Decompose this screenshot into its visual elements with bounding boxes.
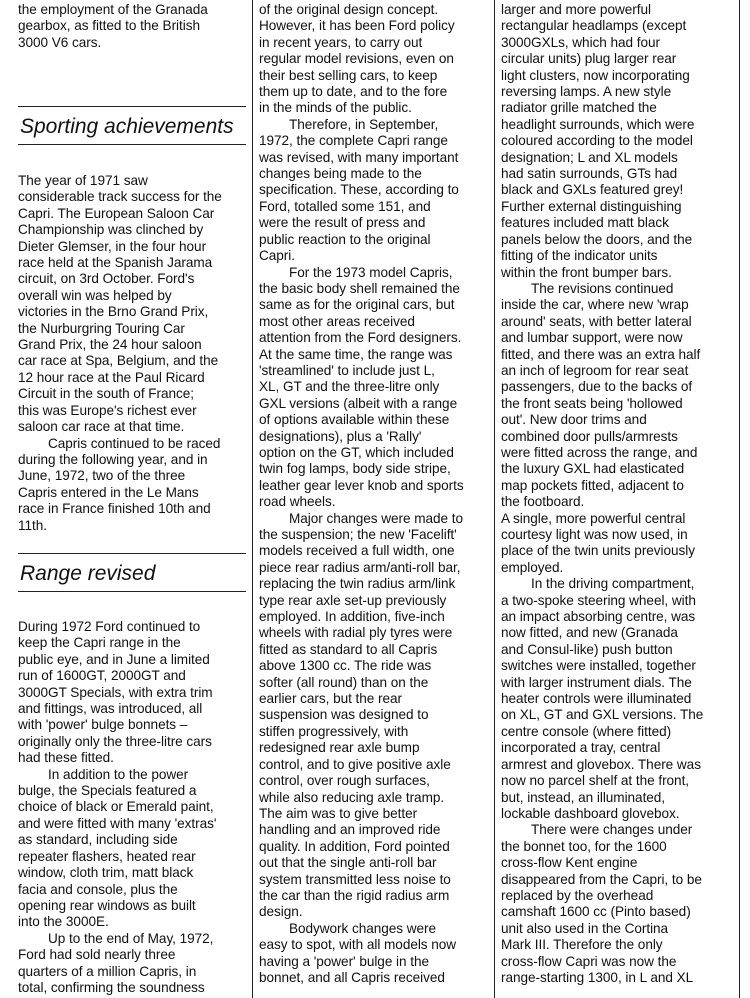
text-line: but, instead, an illuminated, xyxy=(501,789,666,805)
text-line: handling and an improved ride xyxy=(259,822,441,838)
text-line: unit also used in the Cortina xyxy=(501,920,669,936)
text-line: panels below the doors, and the xyxy=(501,231,693,247)
text-line: fitted, and there was an extra half xyxy=(501,346,701,362)
text-line: fitted as standard to all Capris xyxy=(259,641,438,657)
text-line: incorporated a tray, central xyxy=(501,740,661,756)
text-line: public reaction to the original xyxy=(259,231,431,247)
text-line: around' seats, with better lateral xyxy=(501,313,692,329)
text-line: in recent years, to carry out xyxy=(259,34,423,50)
text-line: the Nurburgring Touring Car xyxy=(18,320,185,336)
text-line: the bonnet too, for the 1600 xyxy=(501,838,667,854)
text-line: range-starting 1300, in L and XL xyxy=(501,969,694,985)
text-line: stiffen progressively, with xyxy=(259,723,409,739)
text-line: employed. In addition, five-inch xyxy=(259,609,445,625)
text-line: type rear axle set-up previously xyxy=(259,592,447,608)
text-line: armrest and glovebox. There was xyxy=(501,756,701,772)
text-line: circuit, on 3rd October. Ford's xyxy=(18,271,195,287)
text-line: disappeared from the Capri, to be xyxy=(501,871,702,887)
text-line: headlight surrounds, which were xyxy=(501,116,695,132)
text-line: larger and more powerful xyxy=(501,2,651,17)
text-line: cross-flow Kent engine xyxy=(501,855,638,871)
text-line: For the 1973 model Capris, xyxy=(289,264,453,280)
text-line: combined door pulls/armrests xyxy=(501,428,678,444)
text-line: were fitted across the range, and xyxy=(501,444,698,460)
text-line: same as for the original cars, but xyxy=(259,297,455,313)
text-line: heater controls were illuminated xyxy=(501,691,692,707)
text-line: Ford, totalled some 151, and xyxy=(259,198,431,214)
text-line: The year of 1971 saw xyxy=(18,173,148,188)
text-line: radiator grille matched the xyxy=(501,100,657,116)
text-line: facia and console, plus the xyxy=(18,881,178,897)
text-line: leather gear lever knob and sports xyxy=(259,477,464,493)
text-line: At the same time, the range was xyxy=(259,346,453,362)
text-line: above 1300 cc. The ride was xyxy=(259,658,432,674)
text-line: in the minds of the public. xyxy=(259,100,412,116)
text-line: Major changes were made to xyxy=(289,510,463,526)
text-line: the suspension; the new 'Facelift' xyxy=(259,527,457,542)
column-rule xyxy=(494,0,495,998)
text-line: road wheels. xyxy=(259,494,336,510)
text-line: During 1972 Ford continued to xyxy=(18,619,201,634)
text-line: was revised, with many important xyxy=(259,149,459,165)
text-line: fitting of the indicator units xyxy=(501,248,658,264)
text-line: an impact absorbing centre, was xyxy=(501,609,696,625)
text-line: Further external distinguishing xyxy=(501,198,682,214)
text-line: switches were installed, together xyxy=(501,658,696,674)
text-line: However, it has been Ford policy xyxy=(259,18,455,34)
text-line: the car than the rigid radius arm xyxy=(259,887,450,903)
text-line: and were fitted with many 'extras' xyxy=(18,815,217,831)
text-line: redesigned rear axle bump xyxy=(259,740,420,756)
text-line: light clusters, now incorporating xyxy=(501,67,690,83)
text-line: A single, more powerful central xyxy=(501,510,686,526)
column-rule xyxy=(252,0,253,998)
text-line: bonnet, and all Capris received xyxy=(259,969,445,985)
text-line: a two-spoke steering wheel, with xyxy=(501,592,696,608)
text-line: Dieter Glemser, in the four hour xyxy=(18,238,207,254)
text-line: considerable track success for the xyxy=(18,189,222,205)
text-line: attention from the Ford designers. xyxy=(259,330,462,346)
text-line: the luxury GXL had elasticated xyxy=(501,461,685,477)
text-line: during the following year, and in xyxy=(18,451,208,467)
text-line: twin fog lamps, body side stripe, xyxy=(259,461,451,477)
text-line: There were changes under xyxy=(531,822,693,838)
text-line: control, over rough surfaces, xyxy=(259,773,430,789)
text-line: Capris entered in the Le Mans xyxy=(18,484,199,500)
text-line: camshaft 1600 cc (Pinto based) xyxy=(501,904,691,920)
text-line: the footboard. xyxy=(501,494,585,510)
text-line: within the front bumper bars. xyxy=(501,264,672,280)
text-line: Championship was clinched by xyxy=(18,222,204,238)
text-line: 3000 V6 cars. xyxy=(18,34,102,50)
text-line: repeater flashers, heated rear xyxy=(18,848,196,864)
text-line: Bodywork changes were xyxy=(289,920,437,936)
text-line: quality. In addition, Ford pointed xyxy=(259,838,450,854)
text-line: window, cloth trim, matt black xyxy=(18,865,194,881)
text-line: saloon car race at that time. xyxy=(18,419,185,435)
text-line: replaced by the overhead xyxy=(501,887,654,903)
text-line: Ford had sold nearly three xyxy=(18,947,176,963)
text-line: gearbox, as fitted to the British xyxy=(18,18,200,34)
text-line: quarters of a million Capris, in xyxy=(18,963,197,979)
text-line: black and GXLs featured grey! xyxy=(501,182,684,198)
text-line: replacing the twin radius arm/link xyxy=(259,576,456,592)
text-line: the front seats being 'hollowed xyxy=(501,395,683,411)
text-line: of the original design concept. xyxy=(259,2,439,17)
text-line: designation; L and XL models xyxy=(501,149,678,165)
text-line: place of the twin units previously xyxy=(501,543,696,559)
text-line: In addition to the power xyxy=(48,766,189,782)
text-line: softer (all round) than on the xyxy=(259,674,429,690)
section-heading: Sporting achievements xyxy=(18,106,246,145)
text-line: inside the car, where new 'wrap xyxy=(501,297,689,313)
text-line: and Consul-like) push button xyxy=(501,641,673,657)
text-line: wheels with radial ply tyres were xyxy=(259,625,453,641)
text-line: Capri. xyxy=(259,248,295,264)
text-line: had satin surrounds, GTs had xyxy=(501,166,678,182)
text-line: keep the Capri range in the xyxy=(18,635,181,651)
text-line: The aim was to give better xyxy=(259,805,418,821)
text-line: had these fitted. xyxy=(18,750,114,766)
text-line: race held at the Spanish Jarama xyxy=(18,255,213,271)
text-line: originally only the three-litre cars xyxy=(18,733,212,749)
text-line: with 'power' bulge bonnets – xyxy=(18,717,188,733)
text-line: models received a full width, one xyxy=(259,543,455,559)
text-line: with larger instrument dials. The xyxy=(501,674,692,690)
text-line: Up to the end of May, 1972, xyxy=(48,930,214,946)
text-line: centre console (where fitted) xyxy=(501,723,672,739)
text-line: now fitted, and new (Granada xyxy=(501,625,678,641)
text-line: were the result of press and xyxy=(259,215,426,231)
text-line: piece rear radius arm/anti-roll bar, xyxy=(259,559,461,575)
text-line: and lumbar support, were now xyxy=(501,330,683,346)
text-line: and fittings, was introduced, all xyxy=(18,701,203,717)
text-line: reversing lamps. A new style xyxy=(501,84,672,100)
text-line: GXL versions (albeit with a range xyxy=(259,395,458,411)
text-line: courtesy light was now used, in xyxy=(501,527,688,542)
text-line: lockable dashboard glovebox. xyxy=(501,805,680,821)
text-line: cross-flow Capri was now the xyxy=(501,953,677,969)
text-line: into the 3000E. xyxy=(18,914,109,930)
text-line: Grand Prix, the 24 hour saloon xyxy=(18,337,202,353)
text-line: Circuit in the south of France; xyxy=(18,386,195,402)
text-line: passengers, due to the backs of xyxy=(501,379,693,395)
text-line: features included matt black xyxy=(501,215,669,231)
text-line: easy to spot, with all models now xyxy=(259,937,457,953)
text-line: 3000GXLs, which had four xyxy=(501,34,661,50)
text-line: victories in the Brno Grand Prix, xyxy=(18,304,209,320)
text-line: circular units) plug larger rear xyxy=(501,51,677,67)
text-line: The revisions continued xyxy=(531,280,674,296)
text-line: Therefore, in September, xyxy=(289,116,439,132)
text-line: having a 'power' bulge in the xyxy=(259,953,430,969)
text-line: on XL, GT and GXL versions. The xyxy=(501,707,704,723)
text-line: overall win was helped by xyxy=(18,287,172,303)
text-line: 1972, the complete Capri range xyxy=(259,133,448,149)
text-line: total, confirming the soundness xyxy=(18,979,205,995)
text-line: this was Europe's richest ever xyxy=(18,402,197,418)
text-line: an inch of legroom for rear seat xyxy=(501,362,689,378)
text-line: coloured according to the model xyxy=(501,133,693,149)
text-line: June, 1972, two of the three xyxy=(18,468,186,484)
text-line: 11th. xyxy=(18,517,47,533)
text-line: map pockets fitted, adjacent to xyxy=(501,477,684,493)
text-line: race in France finished 10th and xyxy=(18,501,211,517)
text-line: public eye, and in June a limited xyxy=(18,651,210,667)
text-line: car race at Spa, Belgium, and the xyxy=(18,353,219,369)
text-line: as standard, including side xyxy=(18,832,178,848)
text-line: out that the single anti-roll bar xyxy=(259,855,437,871)
text-line: earlier cars, but the rear xyxy=(259,691,403,707)
text-line: system transmitted less noise to xyxy=(259,871,451,887)
text-line: option on the GT, which included xyxy=(259,444,454,460)
text-line: run of 1600GT, 2000GT and xyxy=(18,668,186,684)
text-line: choice of black or Emerald paint, xyxy=(18,799,214,815)
text-line: Mark III. Therefore the only xyxy=(501,937,663,953)
text-line: specification. These, according to xyxy=(259,182,459,198)
column-rule xyxy=(739,0,740,998)
text-line: control, and to give positive axle xyxy=(259,756,451,772)
text-line: most other areas received xyxy=(259,313,415,329)
text-line: rectangular headlamps (except xyxy=(501,18,687,34)
text-line: now no parcel shelf at the front, xyxy=(501,773,690,789)
text-line: employed. xyxy=(501,559,564,575)
text-line: 12 hour race at the Paul Ricard xyxy=(18,369,205,385)
text-line: them up to date, and to the fore xyxy=(259,84,448,100)
text-line: Capris continued to be raced xyxy=(48,435,221,451)
text-line: the basic body shell remained the xyxy=(259,280,460,296)
text-line: their best selling cars, to keep xyxy=(259,67,438,83)
text-line: of options available within these xyxy=(259,412,450,428)
text-line: designations), plus a 'Rally' xyxy=(259,428,422,444)
text-line: opening rear windows as built xyxy=(18,897,196,913)
text-line: while also reducing axle tramp. xyxy=(259,789,445,805)
text-line: out'. New door trims and xyxy=(501,412,647,428)
text-line: changes being made to the xyxy=(259,166,422,182)
text-line: design. xyxy=(259,904,303,920)
text-line: 'streamlined' to include just L, xyxy=(259,362,435,378)
text-line: suspension was designed to xyxy=(259,707,429,723)
text-line: Capri. The European Saloon Car xyxy=(18,205,215,221)
text-line: regular model revisions, even on xyxy=(259,51,454,67)
text-line: 3000GT Specials, with extra trim xyxy=(18,684,213,700)
text-line: bulge, the Specials featured a xyxy=(18,783,197,799)
section-heading: Range revised xyxy=(18,553,246,592)
text-line: the employment of the Granada xyxy=(18,2,208,17)
text-line: XL, GT and the three-litre only xyxy=(259,379,440,395)
text-line: In the driving compartment, xyxy=(531,576,695,592)
